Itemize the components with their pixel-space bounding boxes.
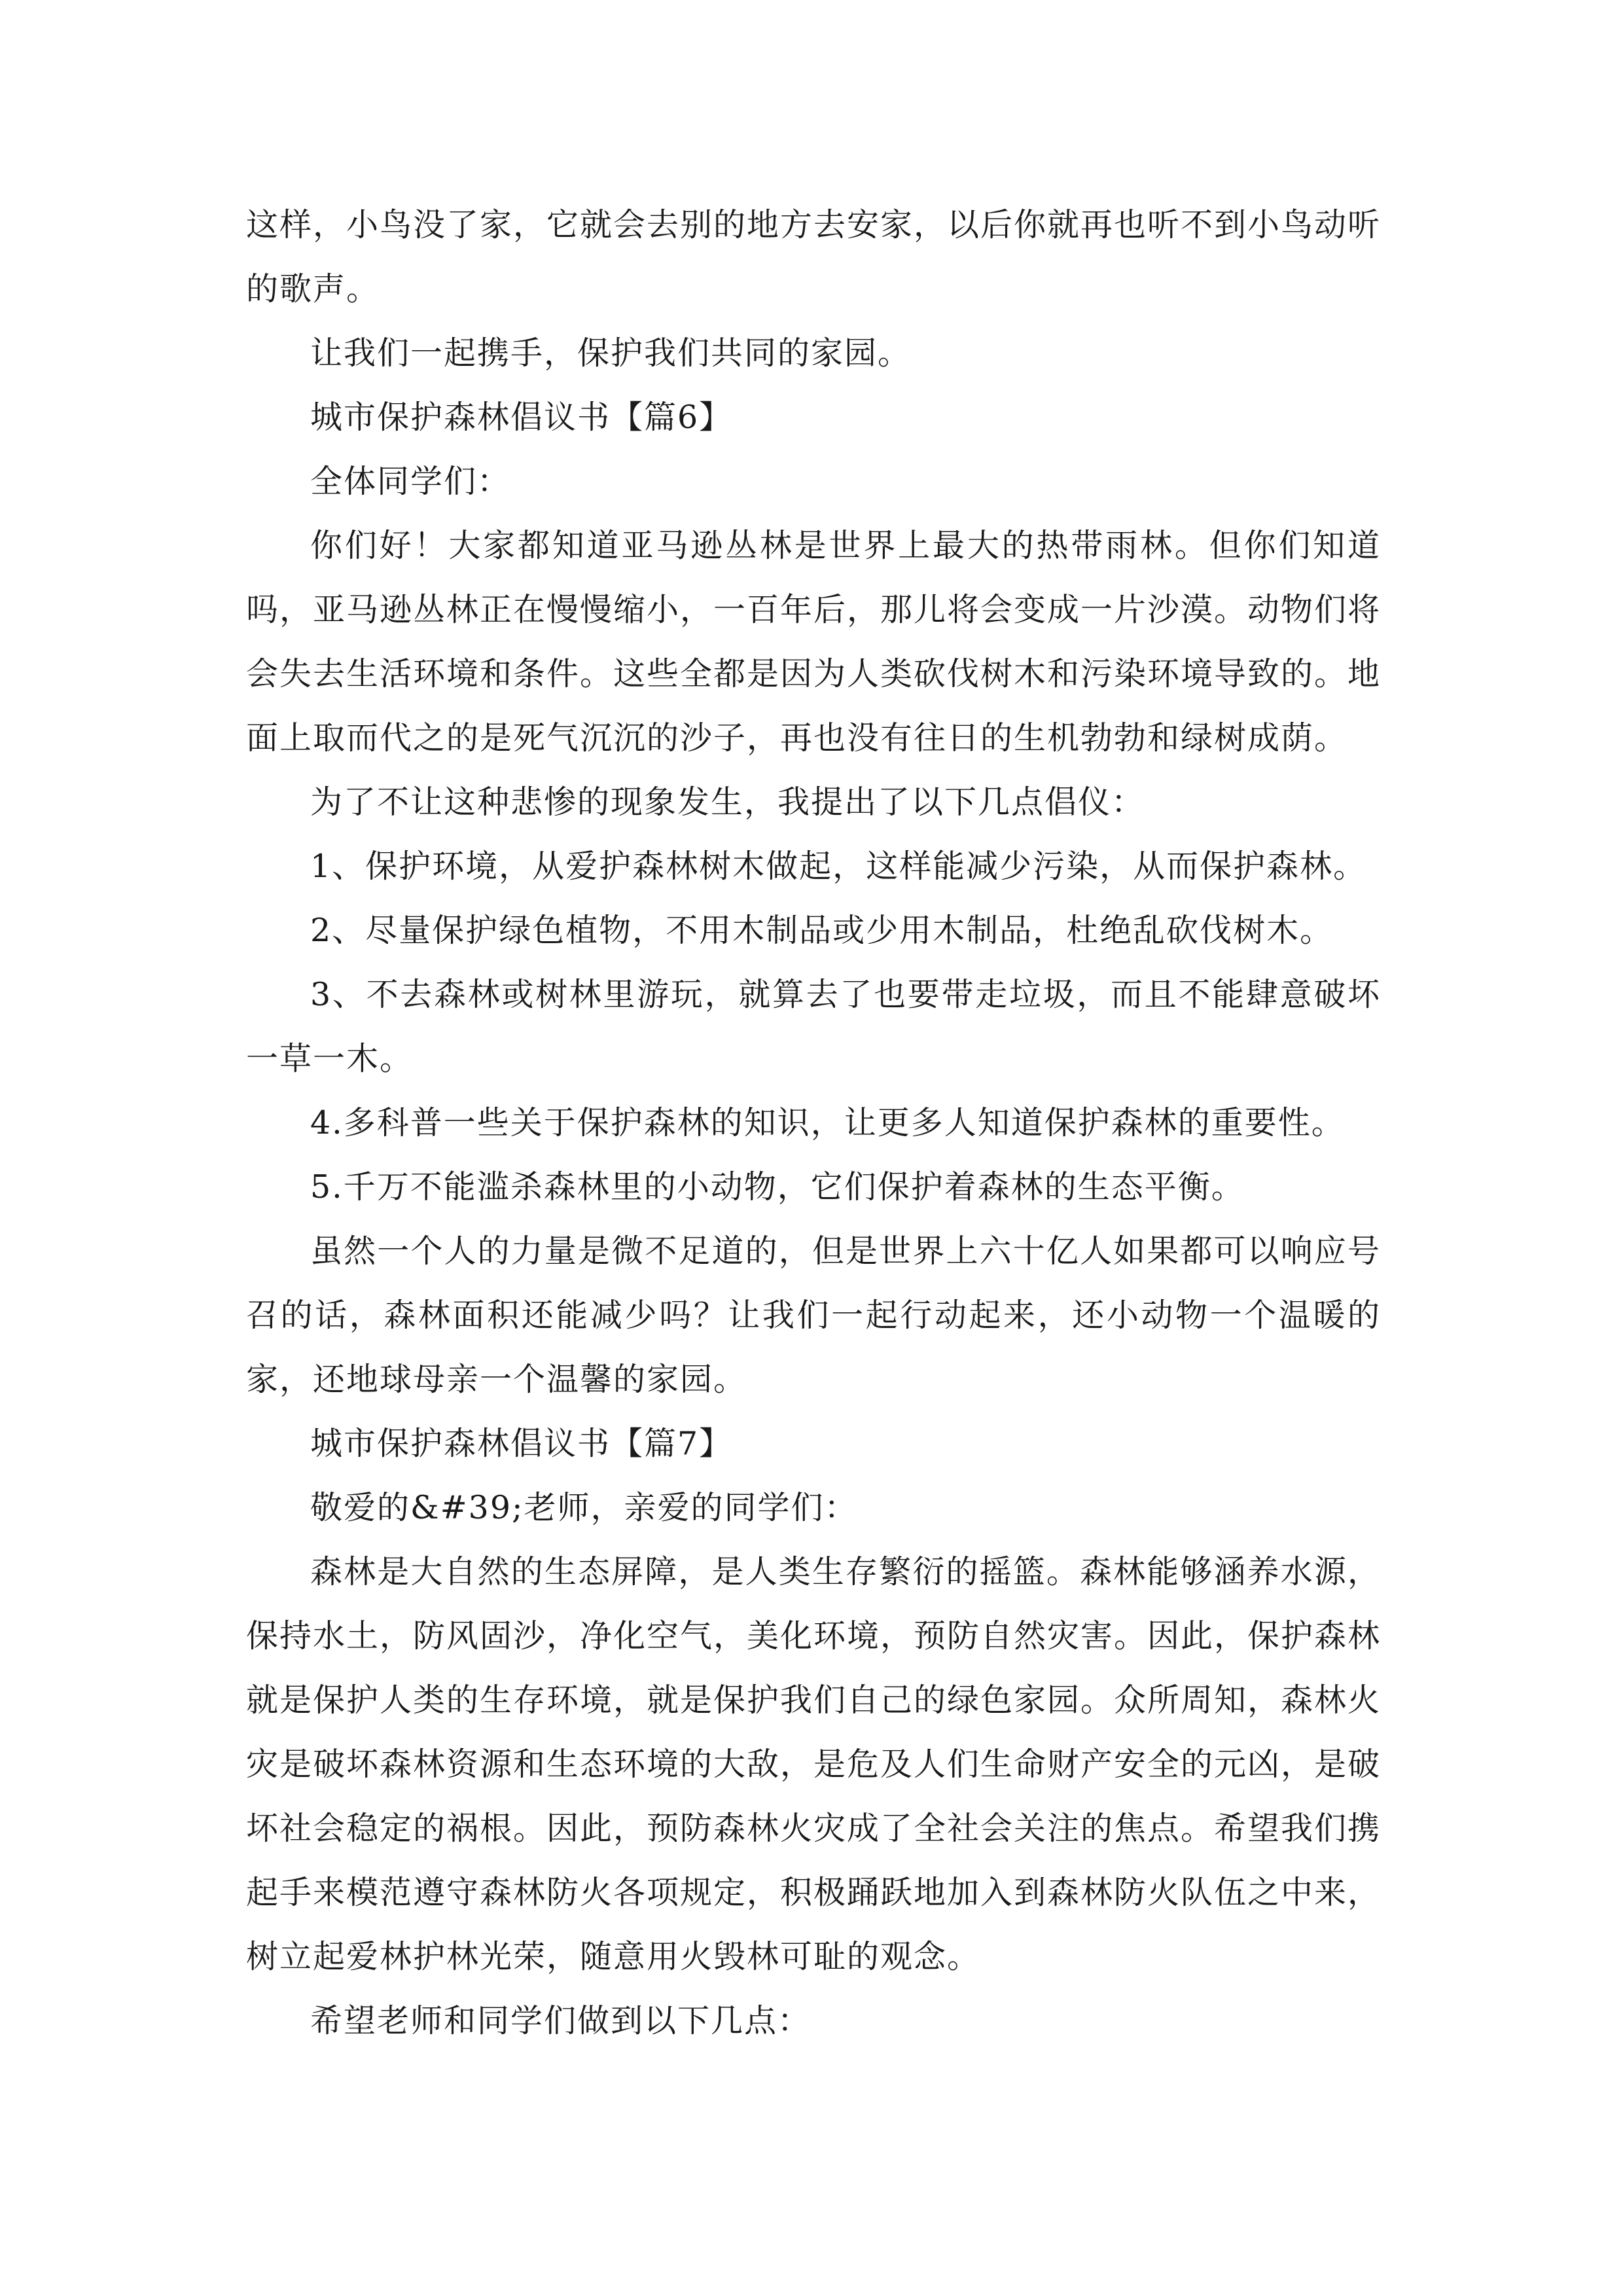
paragraph: 虽然一个人的力量是微不足道的，但是世界上六十亿人如果都可以响应号召的话，森林面积还能减少吗？让我们一起行动起来，还小动物一个温暖的家，还地球母亲一个温馨的家园。 xyxy=(246,1232,1381,1398)
list-item: 5.千万不能滥杀森林里的小动物，它们保护着森林的生态平衡。 xyxy=(310,1168,1245,1206)
list-item: 2、尽量保护绿色植物，不用木制品或少用木制品，杜绝乱砍伐树木。 xyxy=(310,912,1334,949)
section-heading-6: 城市保护森林倡议书【篇6】 xyxy=(310,399,733,436)
salutation: 全体同学们： xyxy=(310,463,511,500)
list-item: 3、不去森林或树林里游玩，就算去了也要带走垃圾，而且不能肆意破坏一草一木。 xyxy=(246,976,1381,1077)
list-item: 1、保护环境，从爱护森林树木做起，这样能减少污染，从而保护森林。 xyxy=(310,848,1367,885)
list-item: 4.多科普一些关于保护森林的知识，让更多人知道保护森林的重要性。 xyxy=(310,1104,1345,1141)
paragraph: 你们好！大家都知道亚马逊丛林是世界上最大的热带雨林。但你们知道吗，亚马逊丛林正在慢慢缩小，一百年后，那儿将会变成一片沙漠。动物们将会失去生活环境和条件。这些全都是因为人类砍伐树木和污染环境导致的。地面上取而代之的是死气沉沉的沙子，再也没有往日的生机勃勃和绿树成荫。 xyxy=(246,527,1382,757)
paragraph-continuation: 这样，小鸟没了家，它就会去别的地方去安家，以后你就再也听不到小鸟动听的歌声。 xyxy=(246,206,1382,308)
document-body xyxy=(246,193,1381,2053)
section-heading-7: 城市保护森林倡议书【篇7】 xyxy=(310,1425,733,1462)
paragraph: 让我们一起携手，保护我们共同的家园。 xyxy=(310,334,912,372)
salutation: 敬爱的&#39;老师，亲爱的同学们： xyxy=(310,1489,858,1526)
paragraph: 为了不让这种悲惨的现象发生，我提出了以下几点倡仪： xyxy=(310,783,1145,821)
paragraph: 希望老师和同学们做到以下几点： xyxy=(310,2002,812,2039)
paragraph: 森林是大自然的生态屏障，是人类生存繁衍的摇篮。森林能够涵养水源，保持水土，防风固沙，净化空气，美化环境，预防自然灾害。因此，保护森林就是保护人类的生存环境，就是保护我们自己的绿色家园。众所周知，森林火灾是破坏森林资源和生态环境的大敌，是危及人们生命财产安全的元凶，是破坏社会稳定的祸根。因此，预防森林火灾成了全社会关注的焦点。希望我们携起手来模范遵守森林防火各项规定，积极踊跃地加入到森林防火队伍之中来，树立起爱林护林光荣，随意用火毁林可耻的观念。 xyxy=(246,1553,1382,1975)
